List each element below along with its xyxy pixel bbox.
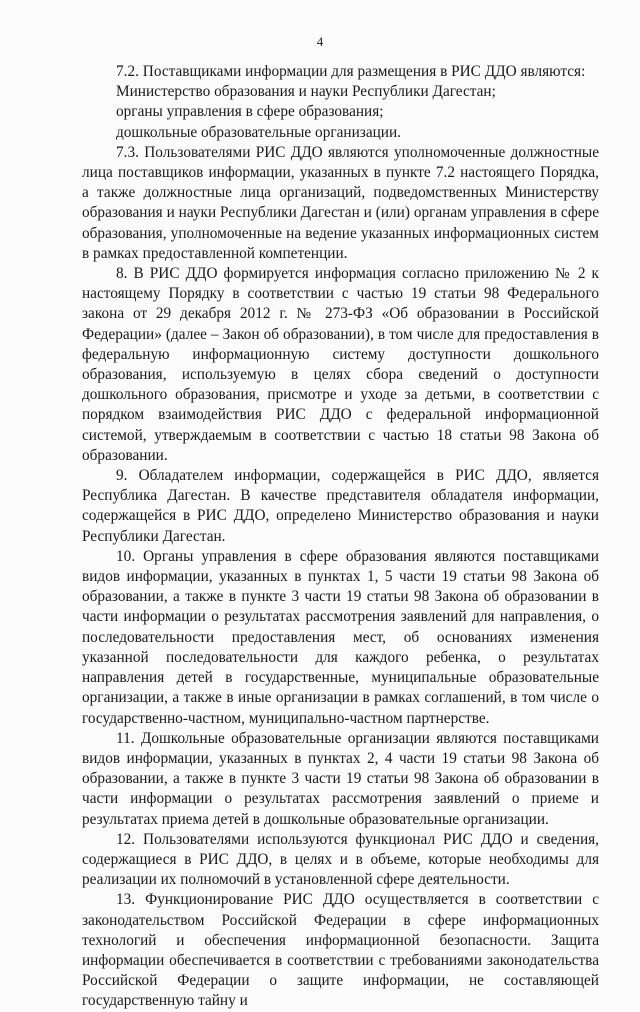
paragraph-7-3: 7.3. Пользователями РИС ДДО являются уполномоченные должностные лица поставщиков информации, указанных в пункте 7.2 настоящего Порядка, а также должностные лица организаций, подведомственных Министерству образования и науки Республики Дагестан и (или) органам управления в сфере образования, уполномоченные на ведение указанных информационных систем в рамках предоставленной компетенции.: [82, 143, 599, 262]
paragraph-8: 8. В РИС ДДО формируется информация согласно приложению № 2 к настоящему Порядку в соответствии с частью 19 статьи 98 Федерального закона от 29 декабря 2012 г. № 273-ФЗ «Об образовании в Российской Федерации» (далее – Закон об образовании), в том числе для предоставления в федеральную информационную систему доступности дошкольного образования, используемую в целях сбора сведений о доступности дошкольного образования, присмотре и уходе за детьми, в соответствии с порядком взаимодействия РИС ДДО с федеральной информационной системой, утверждаемым в соответствии с частью 18 статьи 98 Закона об образовании.: [82, 265, 599, 464]
paragraph-13: 13. Функционирование РИС ДДО осуществляется в соответствии с законодательством Российской Федерации в сфере информационных технологий и обеспечения информационной безопасности. Защита информации обеспечивается в соответствии с требованиями законодательства Российской Федерации о защите информации, не составляющей государственную тайну и: [82, 891, 599, 1010]
paragraph-7-2: 7.2. Поставщиками информации для размещения в РИС ДДО являются:: [116, 63, 586, 80]
paragraph-12: 12. Пользователями используются функционал РИС ДДО и сведения, содержащиеся в РИС ДДО, в целях и в объеме, которые необходимы для реализации их полномочий в установленной сфере деятельности.: [82, 830, 599, 889]
document-body: [82, 62, 599, 1012]
paragraph-10: 10. Органы управления в сфере образования являются поставщиками видов информации, указанных в пунктах 1, 5 части 19 статьи 98 Закона об образовании, а также в пункте 3 части 19 статьи 98 Закона об образовании в части информации о результатах рассмотрения заявлений для направления, о последовательности предоставления мест, об основаниях изменения указанной последовательности для каждого ребенка, о результатах направления детей в государственные, муниципальные образовательные организации, а также в иные организации в рамках соглашений, в том числе о государственно-частном, муниципально-частном партнерстве.: [82, 547, 599, 727]
paragraph-11: 11. Дошкольные образовательные организации являются поставщиками видов информации, указанных в пунктах 2, 4 части 19 статьи 98 Закона об образовании, а также в пункте 3 части 19 статьи 98 Закона об образовании в части информации о результатах рассмотрения заявлений о приеме и результатах приема детей в дошкольные образовательные организации.: [82, 729, 599, 828]
list-item-preschools: дошкольные образовательные организации.: [116, 123, 401, 141]
page-number: 4: [316, 34, 324, 49]
paragraph-9: 9. Обладателем информации, содержащейся в РИС ДДО, является Республика Дагестан. В качестве представителя обладателя информации, содержащейся в РИС ДДО, определено Министерство образования и науки Республики Дагестан.: [82, 467, 599, 545]
list-item-ministry: Министерство образования и науки Республики Дагестан;: [116, 83, 496, 101]
list-item-authorities: органы управления в сфере образования;: [116, 103, 384, 121]
